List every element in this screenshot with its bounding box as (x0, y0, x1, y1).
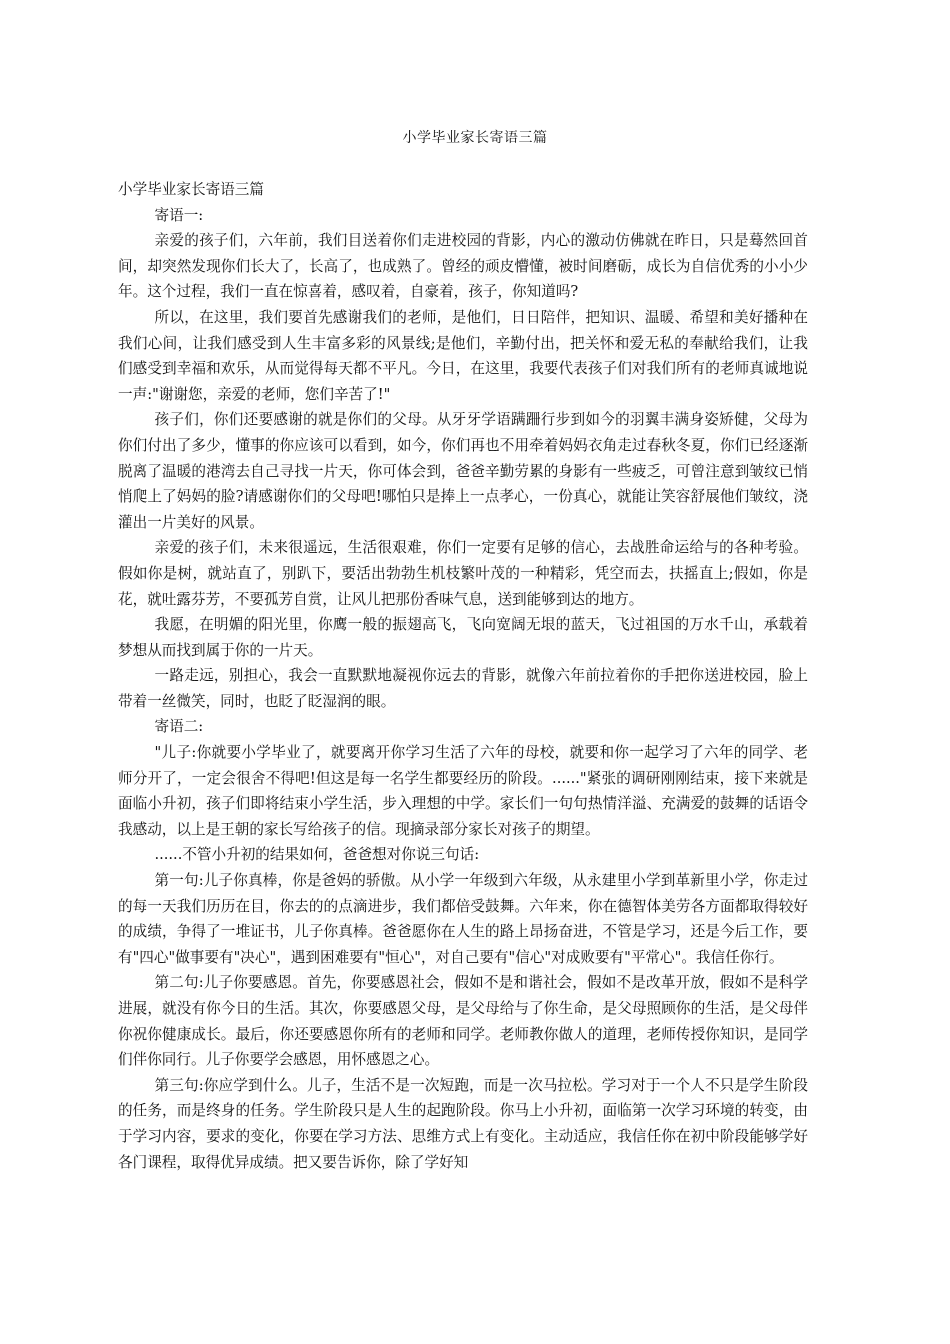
paragraph: 第二句:儿子你要感恩。首先，你要感恩社会，假如不是和谐社会，假如不是改革开放，假如不是科学进展，就没有你今日的生活。其次，你要感恩父母，是父母给与了你生命，是父母照顾你的生活，是父母伴你祝你健康成长。最后，你还要感恩你所有的老师和同学。老师教你做人的道理，老师传授你知识，是同学们伴你同行。儿子你要学会感恩，用怀感恩之心。 (118, 974, 808, 1069)
document-title: 小学毕业家长寄语三篇 (402, 130, 548, 146)
paragraph: "儿子:你就要小学毕业了，就要离开你学习生活了六年的母校，就要和你一起学习了六年的同学、老师分开了，一定会很舍不得吧!但这是每一名学生都要经历的阶段。......"紧张的调研刚刚结束，接下来就是面临小升初，孩子们即将结束小学生活，步入理想的中学。家长们一句句热情洋溢、充满爱的鼓舞的话语令我感动，以上是王朝的家长写给孩子的信。现摘录部分家长对孩子的期望。 (118, 744, 808, 838)
paragraph: 孩子们，你们还要感谢的就是你们的父母。从牙牙学语蹒跚行步到如今的羽翼丰满身姿矫健，父母为你们付出了多少，懂事的你应该可以看到，如今，你们再也不用牵着妈妈衣角走过春秋冬夏，你们已经逐渐脱离了温暖的港湾去自己寻找一片天，你可体会到，爸爸辛勤劳累的身影有一些疲乏，可曾注意到皱纹已悄悄爬上了妈妈的脸?请感谢你们的父母吧!哪怕只是捧上一点孝心，一份真心，就能让笑容舒展他们皱纹，浇灌出一片美好的风景。 (118, 411, 808, 531)
paragraph: 第三句:你应学到什么。儿子，生活不是一次短跑，而是一次马拉松。学习对于一个人不只是学生阶段的任务，而是终身的任务。学生阶段只是人生的起跑阶段。你马上小升初，面临第一次学习环境的转变，由于学习内容，要求的变化，你要在学习方法、思维方式上有变化。主动适应，我信任你在初中阶段能够学好各门课程，取得优异成绩。把又要告诉你，除了学好知 (118, 1076, 808, 1171)
paragraph: 我愿，在明媚的阳光里，你鹰一般的振翅高飞，飞向宽阔无垠的蓝天，飞过祖国的万水千山，承载着梦想从而找到属于你的一片天。 (118, 616, 808, 659)
paragraph: 亲爱的孩子们，未来很遥远，生活很艰难，你们一定要有足够的信心，去战胜命运给与的各种考验。假如你是树，就站直了，别趴下，要活出勃勃生机枝繁叶茂的一种精彩，凭空而去，扶摇直上;假如，你是花，就吐露芬芳，不要孤芳自赏，让风儿把那份香味气息，送到能够到达的地方。 (118, 539, 808, 608)
document-body (118, 177, 808, 1175)
section-heading: 小学毕业家长寄语三篇 (118, 181, 264, 198)
paragraph: ......不管小升初的结果如何，爸爸想对你说三句话: (154, 846, 480, 864)
paragraph: 一路走远，别担心，我会一直默默地凝视你远去的背影，就像六年前拉着你的手把你送进校园，脸上带着一丝微笑，同时，也眨了眨湿润的眼。 (118, 667, 808, 710)
paragraph: 亲爱的孩子们，六年前，我们目送着你们走进校园的背影，内心的激动仿佛就在昨日，只是蓦然回首间，却突然发现你们长大了，长高了，也成熟了。曾经的顽皮懵懂，被时间磨砺，成长为自信优秀的小小少年。这个过程，我们一直在惊喜着，感叹着，自豪着，孩子，你知道吗? (118, 232, 808, 301)
subheading-message-two: 寄语二: (154, 718, 204, 736)
paragraph: 第一句:儿子你真棒，你是爸妈的骄傲。从小学一年级到六年级，从永建里小学到革新里小学，你走过的每一天我们历历在目，你去的的点滴进步，我们都倍受鼓舞。六年来，你在德智体美劳各方面都取得较好的成绩，争得了一堆证书，儿子你真棒。爸爸愿你在人生的路上昂扬奋进，不管是学习，还是今后工作，要有"四心"做事要有"决心"，遇到困难要有"恒心"，对自己要有"信心"对成败要有"平常心"。我信任你行。 (118, 872, 808, 966)
paragraph: 所以，在这里，我们要首先感谢我们的老师，是他们，日日陪伴，把知识、温暖、希望和美好播种在我们心间，让我们感受到人生丰富多彩的风景线;是他们，辛勤付出，把关怀和爱无私的奉献给我们，让我们感受到幸福和欢乐，从而觉得每天都不平凡。今日，在这里，我要代表孩子们对我们所有的老师真诚地说一声:"谢谢您，亲爱的老师，您们辛苦了!" (118, 308, 808, 403)
subheading-message-one: 寄语一: (154, 206, 204, 224)
